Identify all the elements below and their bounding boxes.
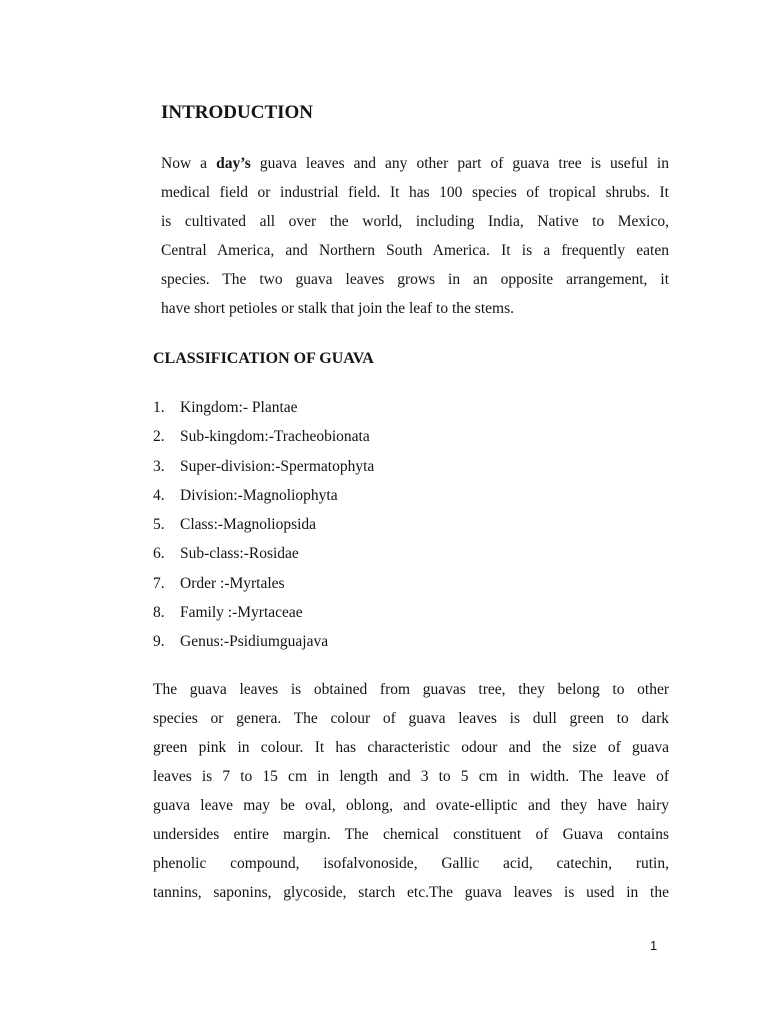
list-text: Kingdom:- Plantae [180,399,298,416]
paragraph-line: have short petioles or stalk that join the leaf to the stems. [161,300,514,317]
list-item [153,598,374,627]
list-item [153,452,374,481]
list-number: 6. [153,545,165,563]
list-text: Class:-Magnoliopsida [180,516,317,534]
paragraph-line: green pink in colour. It has characteristic odour and the size of guava [153,739,669,756]
list-number: 4. [153,486,165,504]
list-number: 1. [153,399,165,416]
list-text: Sub-class:-Rosidae [180,545,299,563]
page-number: 1 [650,938,658,953]
list-text: Sub-kingdom:-Tracheobionata [180,428,370,446]
bold-word: day’s [216,155,251,172]
classification-list [153,393,374,657]
list-item [153,393,374,422]
introduction-heading: INTRODUCTION [161,102,314,123]
list-item [153,510,374,539]
list-text: Family :-Myrtaceae [180,604,303,622]
list-text: Order :-Myrtales [180,574,285,592]
paragraph-line: leaves is 7 to 15 cm in length and 3 to 5 cm in width. The leave of [153,768,669,785]
list-item [153,539,374,568]
list-item [153,422,374,451]
paragraph-line: Now a day’s guava leaves and any other part of guava tree is useful in [161,155,669,172]
paragraph-line: phenolic compound, isofalvonoside, Gallic acid, catechin, rutin, [153,855,669,872]
list-number: 7. [153,574,165,592]
list-text: Super-division:-Spermatophyta [180,457,375,475]
paragraph-line: guava leave may be oval, oblong, and ovate-elliptic and they have hairy [153,797,669,814]
list-text: Division:-Magnoliophyta [180,486,338,504]
list-number: 3. [153,457,165,475]
paragraph-line: species. The two guava leaves grows in an opposite arrangement, it [161,271,669,288]
list-number: 2. [153,428,165,446]
paragraph-line: is cultivated all over the world, including India, Native to Mexico, [161,213,669,230]
paragraph-line: Central America, and Northern South America. It is a frequently eaten [161,242,669,259]
paragraph-line: species or genera. The colour of guava leaves is dull green to dark [153,710,669,727]
list-text: Genus:-Psidiumguajava [180,633,329,651]
list-item [153,481,374,510]
introduction-paragraph [161,149,669,323]
list-number: 8. [153,604,165,622]
list-number: 5. [153,516,165,534]
paragraph-line: medical field or industrial field. It has 100 species of tropical shrubs. It [161,184,669,201]
paragraph-line: The guava leaves is obtained from guavas tree, they belong to other [153,681,669,698]
list-number: 9. [153,633,165,651]
list-item [153,627,374,656]
list-item [153,569,374,598]
description-paragraph [153,675,669,907]
paragraph-line: tannins, saponins, glycoside, starch etc.The guava leaves is used in the [153,884,669,901]
classification-heading: CLASSIFICATION OF GUAVA [153,350,374,367]
paragraph-line: undersides entire margin. The chemical constituent of Guava contains [153,826,669,843]
